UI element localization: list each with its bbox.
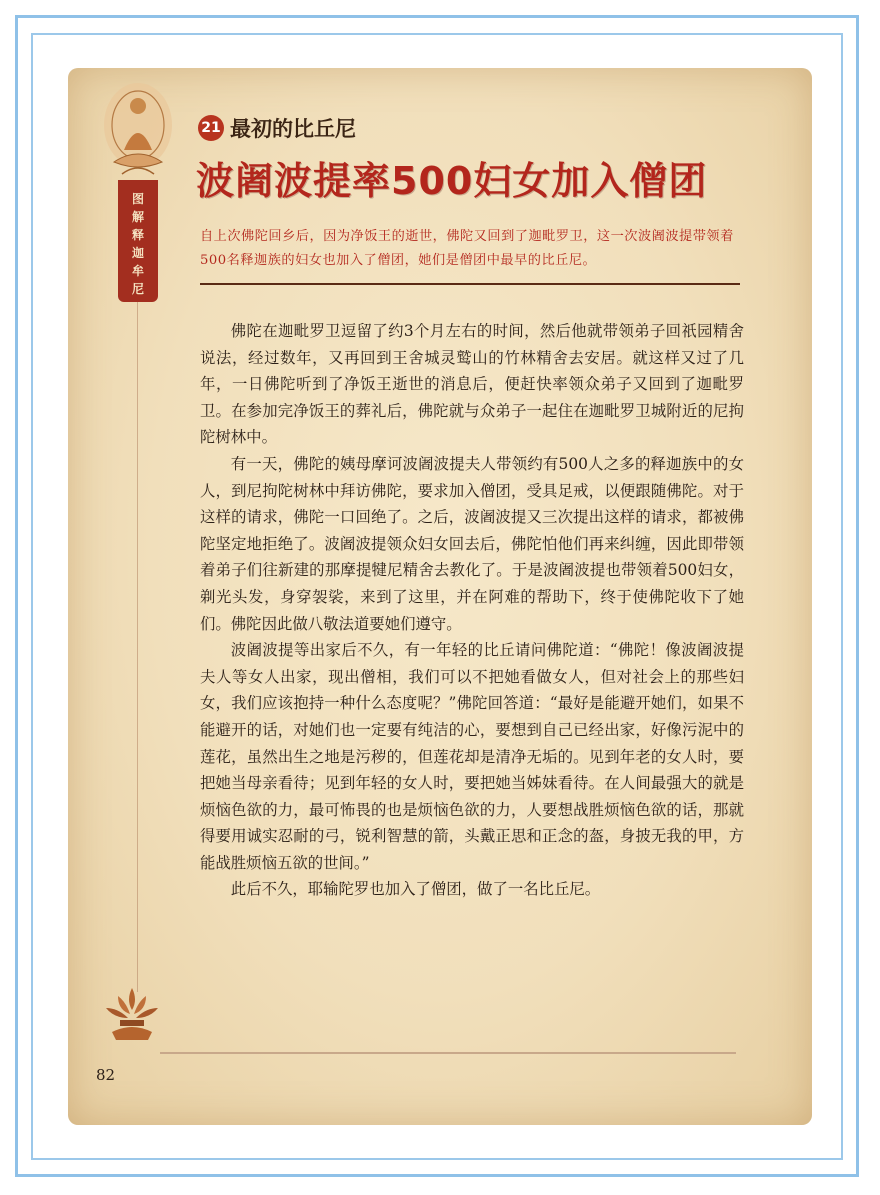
lotus-icon (100, 982, 164, 1044)
side-divider (137, 302, 138, 992)
paragraph: 有一天，佛陀的姨母摩诃波阇波提夫人带领约有500人之多的释迦族中的女人，到尼拘陀树林中拜访佛陀，要求加入僧团，受具足戒，以便跟随佛陀。对于这样的请求，佛陀一口回绝了。之后，波阇波提又三次提出这样的请求，都被佛陀坚定地拒绝了。波阇波提领众妇女回去后，佛陀怕他们再来纠缠，因此即带领着弟子们往新建的那摩提犍尼精舍去教化了。于是波阇波提也带领着500妇女，剃光头发，身穿袈裟，来到了这里，并在阿难的帮助下，终于使佛陀收下了她们。佛陀因此做八敬法道要她们遵守。 (200, 454, 744, 633)
summary-divider (200, 283, 740, 285)
page-title: 波阇波提率500妇女加入僧团 (196, 159, 708, 203)
book-title: 图解释迦牟尼 (131, 192, 144, 296)
paragraph: 此后不久，耶输陀罗也加入了僧团，做了一名比丘尼。 (230, 880, 601, 899)
footer-divider (160, 1052, 736, 1054)
chapter-heading: 最初的比丘尼 (230, 117, 356, 141)
body-text (200, 318, 744, 903)
chapter-number-badge: 21 (198, 115, 224, 141)
side-tab-label (118, 190, 158, 298)
page-number: 82 (96, 1066, 116, 1084)
paragraph: 佛陀在迦毗罗卫逗留了约3个月左右的时间，然后他就带领弟子回祇园精舍说法，经过数年，又再回到王舍城灵鹫山的竹林精舍去安居。就这样又过了几年，一日佛陀听到了净饭王逝世的消息后，便赶快率领众弟子又回到了迦毗罗卫。在参加完净饭王的葬礼后，佛陀就与众弟子一起住在迦毗罗卫城附近的尼拘陀树林中。 (200, 322, 744, 447)
chapter-summary: 自上次佛陀回乡后，因为净饭王的逝世，佛陀又回到了迦毗罗卫，这一次波阇波提带领着500名释迦族的妇女也加入了僧团，她们是僧团中最早的比丘尼。 (200, 229, 734, 268)
buddha-emblem-icon (100, 80, 176, 180)
side-tab (118, 180, 158, 302)
paragraph: 波阇波提等出家后不久，有一年轻的比丘请问佛陀道：“佛陀！像波阇波提夫人等女人出家，现出僧相，我们可以不把她看做女人，但对社会上的那些妇女，我们应该抱持一种什么态度呢？”佛陀回答道：“最好是能避开她们，如果不能避开的话，对她们也一定要有纯洁的心，要想到自己已经出家，好像污泥中的莲花，虽然出生之地是污秽的，但莲花却是清净无垢的。见到年老的女人时，要把她当母亲看待；见到年轻的女人时，要把她当姊妹看待。在人间最强大的就是烦恼色欲的力，最可怖畏的也是烦恼色欲的力，人要想战胜烦恼色欲的话，那就得要用诚实忍耐的弓，锐利智慧的箭，头戴正思和正念的盔，身披无我的甲，方能战胜烦恼五欲的世间。” (200, 641, 744, 872)
